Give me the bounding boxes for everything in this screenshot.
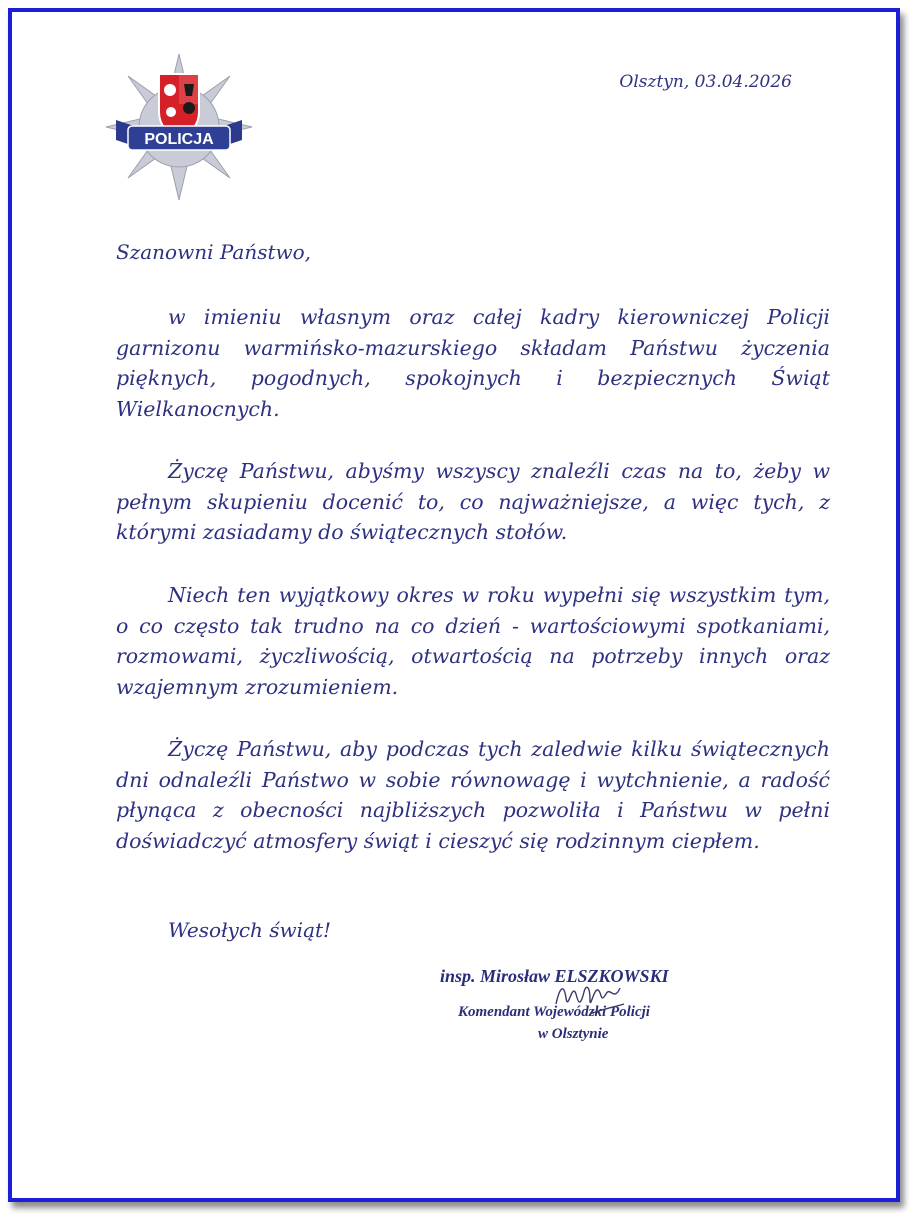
- paragraph-2: Życzę Państwu, abyśmy wszyscy znaleźli czas na to, żeby w pełnym skupieniu docenić to, co najważniejsze, a więc tych, z którymi zasiadamy do świątecznych stołów.: [116, 459, 830, 544]
- police-star-badge-icon: [104, 52, 254, 202]
- closing: Wesołych świąt!: [168, 918, 332, 942]
- signature-block: [420, 964, 750, 1054]
- signatory-name: insp. Mirosław ELSZKOWSKI: [440, 966, 669, 986]
- paragraph-3: Niech ten wyjątkowy okres w roku wypełni się wszystkim tym, o co często tak trudno na co dzień - wartościowymi spotkaniami, rozmowami, życzliwością, otwartością na potrzeby innych oraz wzajemnym zrozumieniem.: [116, 583, 830, 699]
- signatory-place: w Olsztynie: [538, 1026, 609, 1042]
- paragraph-1: w imieniu własnym oraz całej kadry kierowniczej Policji garnizonu warmińsko-mazurskiego składam Państwu życzenia pięknych, pogodnych, spokojnych i bezpiecznych Świąt Wielkanocnych.: [116, 305, 830, 421]
- salutation: Szanowni Państwo,: [116, 240, 312, 264]
- handwritten-signature-icon: [550, 974, 630, 1020]
- paragraph-4: Życzę Państwu, aby podczas tych zaledwie kilku świątecznych dni odnaleźli Państwo w sobie równowagę i wytchnienie, a radość płynąca z obecności najbliższych pozwoliła i Państwu w pełni doświadczyć atmosfery świąt i cieszyć się rodzinnym ciepłem.: [116, 737, 830, 853]
- logo-text: POLICJA: [144, 131, 214, 148]
- letter-date: Olsztyn, 03.04.2026: [619, 72, 792, 92]
- signatory-title: Komendant Wojewódzki Policji: [458, 1004, 650, 1020]
